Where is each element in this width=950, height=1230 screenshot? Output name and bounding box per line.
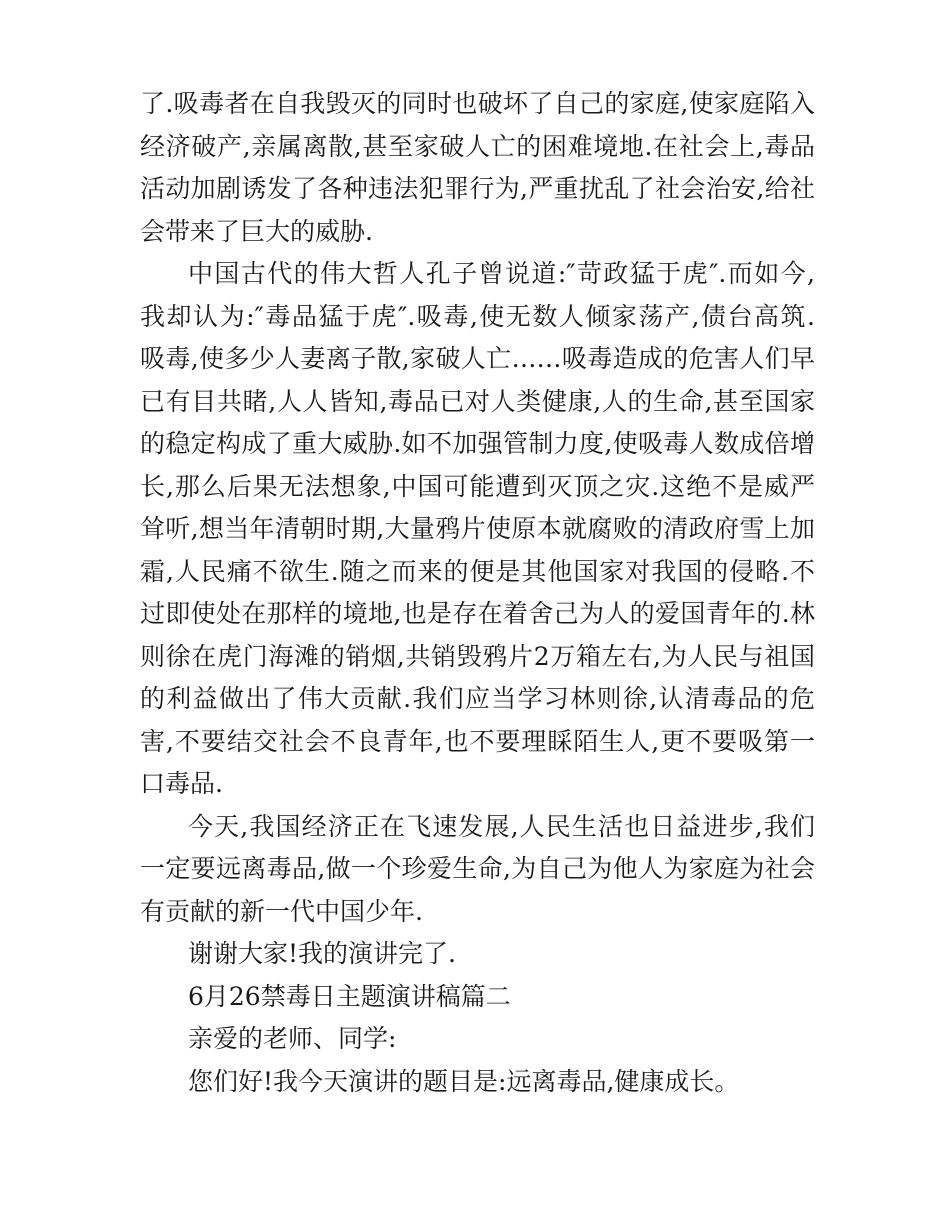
text-line: 我却认为:″毒品猛于虎″.吸毒,使无数人倾家荡产,债台高筑.	[140, 301, 815, 331]
text-line: 一定要远离毒品,做一个珍爱生命,为自己为他人为家庭为社会	[140, 854, 815, 883]
text-line: 则徐在虎门海滩的销烟,共销毁鸦片2万箱左右,为人民与祖国	[140, 641, 815, 671]
text-line: 经济破产,亲属离散,甚至家破人亡的困难境地.在社会上,毒品	[140, 131, 815, 161]
text-line: 亲爱的老师、同学:	[188, 1024, 397, 1053]
text-line: 中国古代的伟大哲人孔子曾说道:″苛政猛于虎″.而如今,	[188, 259, 815, 288]
text-line: 吸毒,使多少人妻离子散,家破人亡……吸毒造成的危害人们早	[140, 344, 815, 373]
text-line: 了.吸毒者在自我毁灭的同时也破坏了自己的家庭,使家庭陷入	[140, 89, 815, 118]
text-line: 害,不要结交社会不良青年,也不要理睬陌生人,更不要吸第一	[140, 726, 815, 756]
text-line: 您们好!我今天演讲的题目是:远离毒品,健康成长。	[188, 1066, 740, 1096]
text-line: 长,那么后果无法想象,中国可能遭到灭顶之灾.这绝不是威严	[140, 471, 815, 501]
text-line: 会带来了巨大的威胁.	[140, 216, 373, 246]
text-line: 活动加剧诱发了各种违法犯罪行为,严重扰乱了社会治安,给社	[140, 174, 815, 203]
text-line: 今天,我国经济正在飞速发展,人民生活也日益进步,我们	[188, 811, 815, 841]
text-line: 口毒品.	[140, 769, 223, 798]
text-line: 过即使处在那样的境地,也是存在着舍己为人的爱国青年的.林	[140, 599, 815, 628]
text-line: 霜,人民痛不欲生.随之而来的便是其他国家对我国的侵略.不	[140, 556, 815, 586]
text-line: 耸听,想当年清朝时期,大量鸦片使原本就腐败的清政府雪上加	[140, 514, 815, 543]
text-line: 6月26禁毒日主题演讲稿篇二	[188, 981, 511, 1011]
text-line: 的利益做出了伟大贡献.我们应当学习林则徐,认清毒品的危	[140, 684, 815, 713]
text-line: 有贡献的新一代中国少年.	[140, 896, 423, 926]
text-line: 谢谢大家!我的演讲完了.	[188, 939, 456, 968]
text-line: 已有目共睹,人人皆知,毒品已对人类健康,人的生命,甚至国家	[140, 386, 815, 416]
text-line: 的稳定构成了重大威胁.如不加强管制力度,使吸毒人数成倍增	[140, 429, 815, 458]
document-page	[140, 83, 815, 1103]
